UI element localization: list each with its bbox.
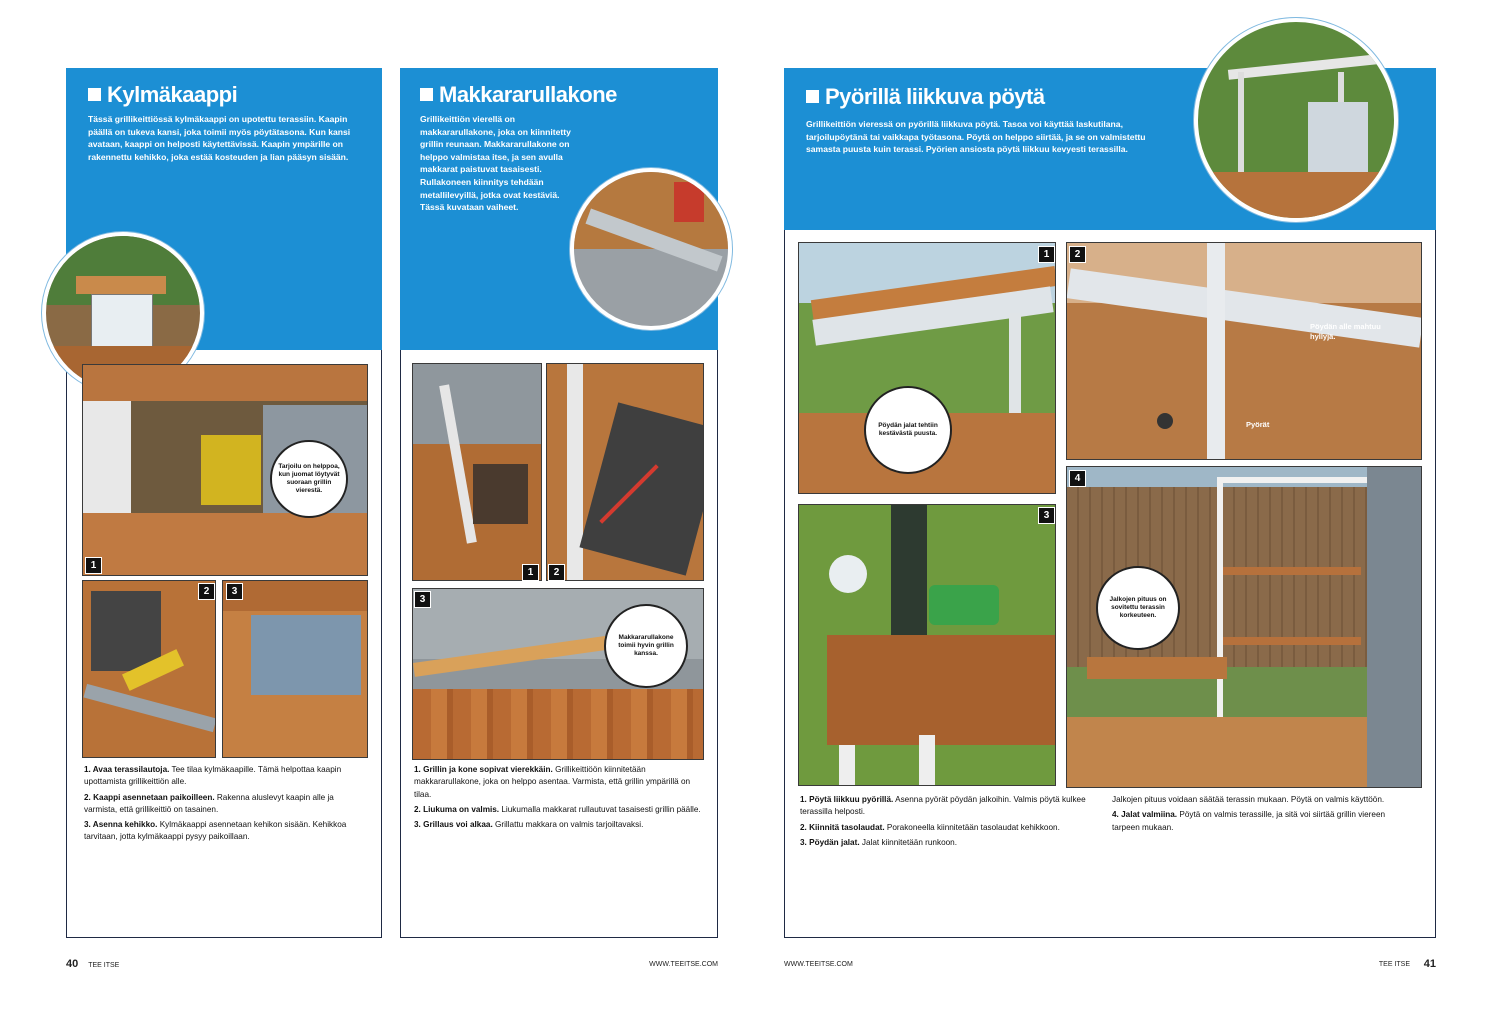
- url: WWW.TEEITSE.COM: [649, 961, 718, 968]
- table-step-4: 4. Jalat valmiina. Pöytä on valmis terassille, ja sitä voi siirtää grillin viereen tarpeen mukaan.: [1112, 810, 1386, 832]
- step-badge: 2: [1069, 246, 1086, 263]
- step-badge: 2: [548, 564, 565, 581]
- sausage-circle-photo: [570, 168, 732, 330]
- url: WWW.TEEITSE.COM: [784, 961, 853, 968]
- table-step-continued: Jalkojen pituus voidaan säätää terassin mukaan. Pöytä on valmis käyttöön.: [1112, 795, 1385, 804]
- table-circle-photo: [1194, 18, 1398, 222]
- brand: TEE ITSE: [1378, 961, 1410, 968]
- table-step-3: 3. Pöydän jalat. Jalat kiinnitetään runkoon.: [800, 837, 958, 847]
- fridge-step-3: 3. Asenna kehikko. Kylmäkaappi asennetaan kehikon sisään. Kehikkoa tarvitaan, jotta kylmäkaappi pysyy paikoillaan.: [84, 820, 347, 842]
- fridge-intro: Tässä grillikeittiössä kylmäkaappi on upotettu terassiin. Kaapin päällä on tukeva kansi, joka toimii myös pöytätasona. Kun kansi avataan, kaappi on helposti käytettävissä. Kaapin ympärille on rakennettu kehikko, joka estää kosteuden ja lian pääsyn sisään.: [88, 114, 351, 162]
- table-steps-right: [1112, 794, 1412, 837]
- sausage-step-1: 1. Grillin ja kone sopivat vierekkäin. Grillikeittiöön kiinnitetään makkararullakone, joka on helppo asentaa. Varmista, että grillin ympärillä on tilaa.: [414, 765, 691, 799]
- step-badge: 3: [1038, 507, 1055, 524]
- table-callout-bubble-4: Jalkojen pituus on sovitettu terassin korkeuteen.: [1096, 566, 1180, 650]
- step-badge: 2: [198, 583, 215, 600]
- sausage-photo-1: [412, 363, 542, 581]
- sausage-step-3: 3. Grillaus voi alkaa. Grillattu makkara on valmis tarjoiltavaksi.: [414, 820, 644, 830]
- fridge-photo-2: [82, 580, 216, 758]
- sausage-photo-2: [546, 363, 704, 581]
- table-photo-3: [798, 504, 1056, 786]
- table-steps-left: [800, 794, 1088, 852]
- sausage-steps: [414, 764, 704, 834]
- page-number: 40: [66, 958, 79, 970]
- title-square-icon: [420, 88, 433, 101]
- table-note-2: Pyörät: [1246, 420, 1270, 429]
- table-callout-bubble-1: Pöydän jalat tehtiin kestävästä puusta.: [864, 386, 952, 474]
- step-badge: 1: [85, 557, 102, 574]
- sausage-intro: Grillikeittiön vierellä on makkararullakone, joka on kiinnitetty grillin reunaan. Makkararullakone on helppo valmistaa itse, ja sen avulla makkarat paistuvat tasaisesti. Rullakoneen kiinnitys tehdään metallilevyillä, jotka ovat kestäviä. Tässä kuvataan vaiheet.: [420, 114, 571, 213]
- table-photo-2: [1066, 242, 1422, 460]
- table-title: Pyörillä liikkuva pöytä: [806, 84, 1045, 110]
- fridge-photo-3: [222, 580, 368, 758]
- page-number: 41: [1423, 958, 1436, 970]
- table-intro: Grillikeittiön vieressä on pyörillä liikkuva pöytä. Tasoa voi käyttää laskutilana, tarjoilupöytänä tai vaikkapa työtasona. Pöytä on helppo siirtää, ja se on valmistettu samasta puusta kuin terassi. Pyörien ansiosta pöytä liikkuu kevyesti terassilla.: [806, 119, 1146, 155]
- sausage-callout-bubble: Makkararullakone toimii hyvin grillin kanssa.: [604, 604, 688, 688]
- sausage-title: Makkararullakone: [420, 82, 617, 108]
- fridge-callout-bubble: Tarjoilu on helppoa, kun juomat löytyvät suoraan grillin vierestä.: [270, 440, 348, 518]
- step-badge: 1: [522, 564, 539, 581]
- brand: TEE ITSE: [88, 962, 120, 969]
- fridge-title: Kylmäkaappi: [88, 82, 237, 108]
- left-footer: [66, 958, 718, 970]
- table-note-1: Pöydän alle mahtuu hyllyjä.: [1310, 322, 1381, 341]
- step-badge: 1: [1038, 246, 1055, 263]
- step-badge: 4: [1069, 470, 1086, 487]
- title-square-icon: [806, 90, 819, 103]
- fridge-step-1: 1. Avaa terassilautoja. Tee tilaa kylmäkaapille. Tämä helpottaa kaapin upottamista grillikeittiön alle.: [84, 765, 342, 787]
- step-badge: 3: [226, 583, 243, 600]
- fridge-step-2: 2. Kaappi asennetaan paikoilleen. Rakenna aluslevyt kaapin alle ja varmista, että grillikeittiö on tasainen.: [84, 792, 334, 814]
- fridge-steps: [84, 764, 366, 847]
- table-step-2: 2. Kiinnitä tasolaudat. Porakoneella kiinnitetään tasolaudat kehikkoon.: [800, 822, 1060, 832]
- title-square-icon: [88, 88, 101, 101]
- step-badge: 3: [414, 591, 431, 608]
- sausage-step-2: 2. Liukuma on valmis. Liukumalla makkarat rullautuvat tasaisesti grillin päälle.: [414, 804, 701, 814]
- table-step-1: 1. Pöytä liikkuu pyörillä. Asenna pyörät pöydän jalkoihin. Valmis pöytä kulkee terassilla helposti.: [800, 795, 1086, 817]
